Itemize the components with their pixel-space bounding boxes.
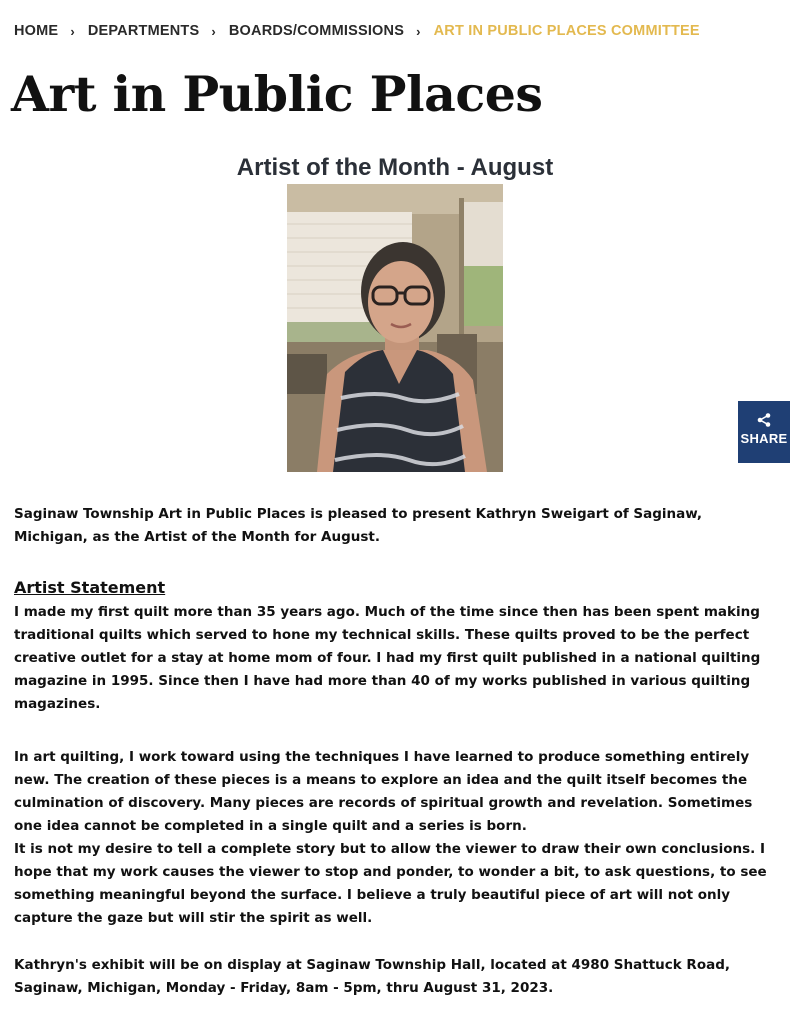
text-line: In art quilting, I work toward using the techniques I have learned to produce something entirely bbox=[14, 749, 750, 765]
chevron-right-icon: › bbox=[211, 23, 216, 39]
page-subtitle: Artist of the Month - August bbox=[236, 154, 554, 181]
text-line: culmination of discovery. Many pieces are records of spiritual growth and revelation. Sometimes bbox=[14, 795, 753, 811]
share-label: SHARE bbox=[740, 431, 788, 446]
text-line: magazines. bbox=[14, 696, 101, 712]
text-line: Michigan, as the Artist of the Month for August. bbox=[14, 529, 380, 545]
text-line: Kathryn's exhibit will be on display at Saginaw Township Hall, located at 4980 Shattuck Road, bbox=[14, 957, 731, 973]
artist-photo bbox=[287, 184, 503, 472]
text-line: creative outlet for a stay at home mom of four. I had my first quilt published in a national quilting bbox=[14, 650, 761, 666]
text-line: hope that my work causes the viewer to stop and ponder, to wonder a bit, to ask questions, to see bbox=[14, 864, 767, 880]
page-title: Art in Public Places bbox=[11, 65, 543, 123]
text-line: magazine in 1995. Since then I have had more than 40 of my works published in various quilting bbox=[14, 673, 751, 689]
text-line: capture the gaze but will stir the spirit as well. bbox=[14, 910, 373, 926]
text-line: It is not my desire to tell a complete story but to allow the viewer to draw their own conclusions. I bbox=[14, 841, 765, 857]
text-line: I made my first quilt more than 35 years ago. Much of the time since then has been spent making bbox=[14, 604, 760, 620]
share-icon bbox=[757, 413, 771, 427]
statement-paragraph-2 bbox=[14, 746, 774, 930]
breadcrumb-departments[interactable]: DEPARTMENTS bbox=[87, 23, 200, 39]
intro-paragraph bbox=[14, 503, 774, 549]
breadcrumb-home[interactable]: HOME bbox=[14, 23, 59, 39]
text-line: traditional quilts which served to hone my technical skills. These quilts proved to be the perfect bbox=[14, 627, 750, 643]
text-line: Saginaw, Michigan, Monday - Friday, 8am - 5pm, thru August 31, 2023. bbox=[14, 980, 554, 996]
text-line: something meaningful beyond the surface. I believe a truly beautiful piece of art will not only bbox=[14, 887, 731, 903]
statement-paragraph-1 bbox=[14, 601, 774, 716]
breadcrumb-boards-commissions[interactable]: BOARDS/COMMISSIONS bbox=[228, 23, 405, 39]
exhibit-paragraph bbox=[14, 954, 774, 1000]
text-line: one idea cannot be completed in a single quilt and a series is born. bbox=[14, 818, 527, 834]
breadcrumb-current: ART IN PUBLIC PLACES COMMITTEE bbox=[433, 23, 700, 39]
artist-statement-heading: Artist Statement bbox=[14, 578, 166, 597]
text-line: Saginaw Township Art in Public Places is pleased to present Kathryn Sweigart of Saginaw, bbox=[14, 506, 703, 522]
text-line: new. The creation of these pieces is a means to explore an idea and the quilt itself becomes the bbox=[14, 772, 748, 788]
breadcrumb bbox=[14, 20, 700, 42]
share-button[interactable] bbox=[738, 401, 790, 463]
chevron-right-icon: › bbox=[416, 23, 421, 39]
chevron-right-icon: › bbox=[70, 23, 75, 39]
